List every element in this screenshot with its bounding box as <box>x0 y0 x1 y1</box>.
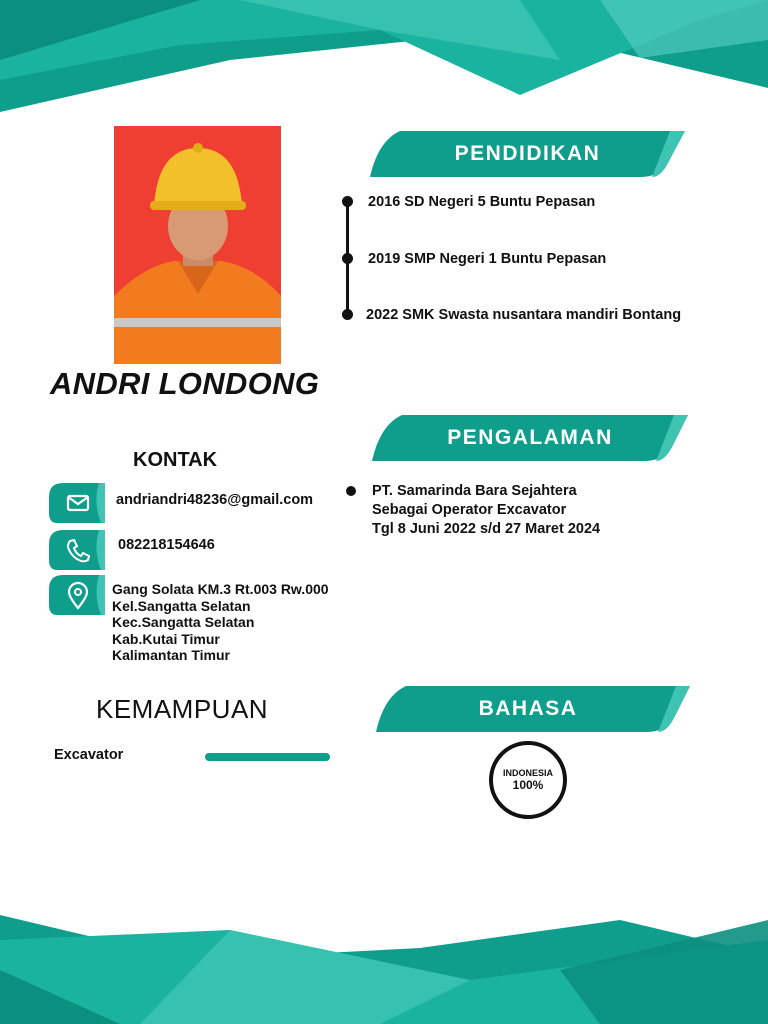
timeline-dot <box>342 196 353 207</box>
address-line: Kab.Kutai Timur <box>112 630 220 647</box>
timeline-dot <box>342 253 353 264</box>
kemampuan-title: KEMAMPUAN <box>96 694 269 724</box>
phone-icon <box>49 530 105 570</box>
language-name: INDONESIA <box>502 768 553 778</box>
experience-bullet <box>346 486 356 496</box>
bottom-decoration <box>0 900 768 1024</box>
location-icon <box>49 575 105 615</box>
pendidikan-banner <box>370 131 685 177</box>
education-item: 2022 SMK Swasta nusantara mandiri Bontang <box>366 307 682 323</box>
kontak-title: KONTAK <box>133 449 218 471</box>
address-line: Kec.Sangatta Selatan <box>112 614 255 630</box>
timeline-dot <box>342 309 353 320</box>
experience-entry <box>372 482 600 539</box>
candidate-name: ANDRI LONDONG <box>50 366 320 401</box>
pendidikan-title: PENDIDIKAN <box>454 142 601 165</box>
phone-text: 082218154646 <box>118 537 215 553</box>
address-line: Kalimantan Timur <box>112 647 230 663</box>
address-block <box>112 581 329 664</box>
skill-bar <box>205 753 330 761</box>
pengalaman-banner <box>372 415 688 461</box>
address-line: Kel.Sangatta Selatan <box>112 597 251 614</box>
profile-photo <box>114 126 281 364</box>
address-line: Gang Solata KM.3 Rt.003 Rw.000 <box>112 581 329 597</box>
education-item: 2019 SMP Negeri 1 Buntu Pepasan <box>368 251 607 267</box>
top-decoration <box>0 0 768 130</box>
skill-bar-fill <box>205 753 330 761</box>
bahasa-title: BAHASA <box>478 697 578 720</box>
pengalaman-title: PENGALAMAN <box>447 426 613 449</box>
language-level: 100% <box>512 778 544 792</box>
bahasa-banner <box>376 686 690 732</box>
email-text: andriandri48236@gmail.com <box>116 492 314 508</box>
experience-period: Tgl 8 Juni 2022 s/d 27 Maret 2024 <box>372 521 601 537</box>
education-item: 2016 SD Negeri 5 Buntu Pepasan <box>368 194 596 210</box>
experience-position: Sebagai Operator Excavator <box>372 502 567 518</box>
experience-company: PT. Samarinda Bara Sejahtera <box>372 483 577 499</box>
language-badge <box>489 741 567 819</box>
skill-label: Excavator <box>54 747 124 763</box>
email-icon <box>49 483 105 523</box>
